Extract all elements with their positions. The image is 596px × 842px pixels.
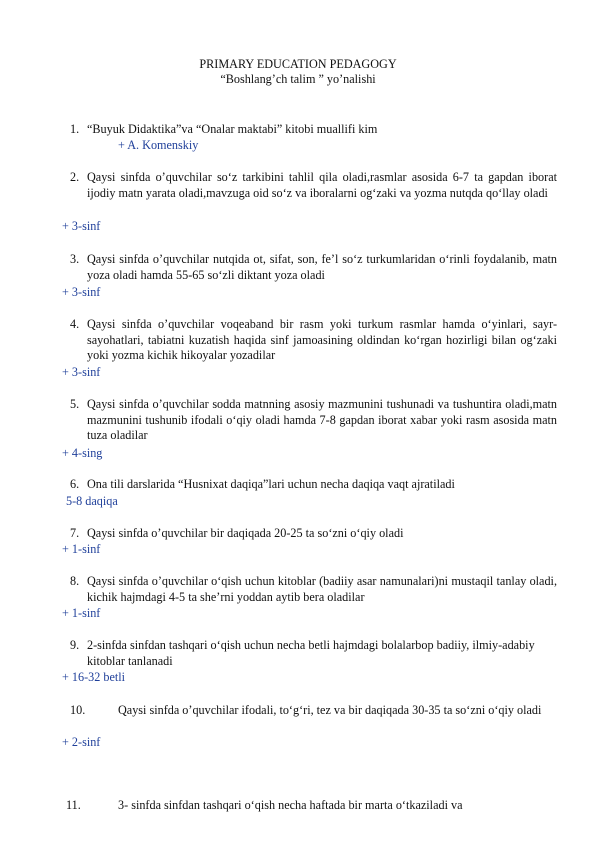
question-number-2: 2. bbox=[70, 170, 80, 184]
question-text-3: Qaysi sinfda o’quvchilar nutqida ot, sifat, son, fe’l so‘z turkumlaridan o‘rinli foydalanib, matn yoza oladi hamda 55-65 so‘zli diktant yoza oladi bbox=[87, 252, 557, 282]
question-number-11: 11. bbox=[66, 798, 81, 812]
page-subtitle: “Boshlang’ch talim ” yo’nalishi bbox=[220, 72, 376, 86]
answer-9: + 16-32 betli bbox=[62, 670, 126, 684]
answer-6: 5-8 daqiqa bbox=[66, 494, 118, 508]
question-number-9: 9. bbox=[70, 638, 80, 652]
question-number-7: 7. bbox=[70, 526, 80, 540]
question-text-1: “Buyuk Didaktika”va “Onalar maktabi” kitobi muallifi kim bbox=[87, 122, 378, 136]
page-title: PRIMARY EDUCATION PEDAGOGY bbox=[199, 57, 397, 71]
question-text-7: Qaysi sinfda o’quvchilar bir daqiqada 20-25 ta so‘zni o‘qiy oladi bbox=[87, 526, 404, 540]
question-text-9: 2-sinfda sinfdan tashqari o‘qish uchun necha betli hajmdagi bolalarbop badiiy, ilmiy-adabiy kitoblar tanlanadi bbox=[87, 638, 535, 668]
question-number-4: 4. bbox=[70, 317, 80, 331]
answer-8: + 1-sinf bbox=[62, 606, 101, 620]
answer-1: + A. Komenskiy bbox=[118, 138, 199, 152]
answer-4: + 3-sinf bbox=[62, 365, 101, 379]
question-number-5: 5. bbox=[70, 397, 80, 411]
answer-2: + 3-sinf bbox=[62, 219, 101, 233]
answer-5: + 4-sing bbox=[62, 446, 103, 460]
question-number-3: 3. bbox=[70, 252, 80, 266]
question-text-11: 3- sinfda sinfdan tashqari o‘qish necha haftada bir marta o‘tkaziladi va bbox=[118, 798, 463, 812]
question-text-6: Ona tili darslarida “Husnixat daqiqa”lari uchun necha daqiqa vaqt ajratiladi bbox=[87, 477, 455, 491]
question-number-6: 6. bbox=[70, 477, 80, 491]
question-text-4: Qaysi sinfda o’quvchilar voqeaband bir rasm yoki turkum rasmlar hamda o‘yinlari, sayr-sayohatlari, tabiatni kuzatish haqida sinf jamoasining oldindan ko‘rgan hozirligi bilan og‘zaki yoki yozma kichik hikoyalar yozadilar bbox=[87, 317, 557, 362]
question-number-1: 1. bbox=[70, 122, 80, 136]
answer-7: + 1-sinf bbox=[62, 542, 101, 556]
answer-10: + 2-sinf bbox=[62, 735, 101, 749]
question-number-8: 8. bbox=[70, 574, 80, 588]
question-text-5: Qaysi sinfda o’quvchilar sodda matnning asosiy mazmunini tushunadi va tushuntira oladi,matn mazmunini tushunib ifodali o‘qiy oladi hamda 7-8 gapdan iborat xabar yoki rasm asosida matn tuza oladilar bbox=[87, 397, 557, 442]
question-text-10: Qaysi sinfda o’quvchilar ifodali, to‘g‘ri, tez va bir daqiqada 30-35 ta so‘zni o‘qiy oladi bbox=[118, 703, 542, 717]
answer-3: + 3-sinf bbox=[62, 285, 101, 299]
question-text-8: Qaysi sinfda o’quvchilar o‘qish uchun kitoblar (badiiy asar namunalari)ni mustaqil tanlay oladi, kichik hajmdagi 4-5 ta she’rni yoddan aytib bera oladilar bbox=[87, 574, 557, 604]
question-number-10: 10. bbox=[70, 703, 86, 717]
question-text-2: Qaysi sinfda o’quvchilar so‘z tarkibini tahlil qila oladi,rasmlar asosida 6-7 ta gapdan iborat ijodiy matn yarata oladi,mavzuga oid so‘z va iboralarni og‘zaki va yozma nutqda qo‘llay oladi bbox=[87, 170, 557, 200]
